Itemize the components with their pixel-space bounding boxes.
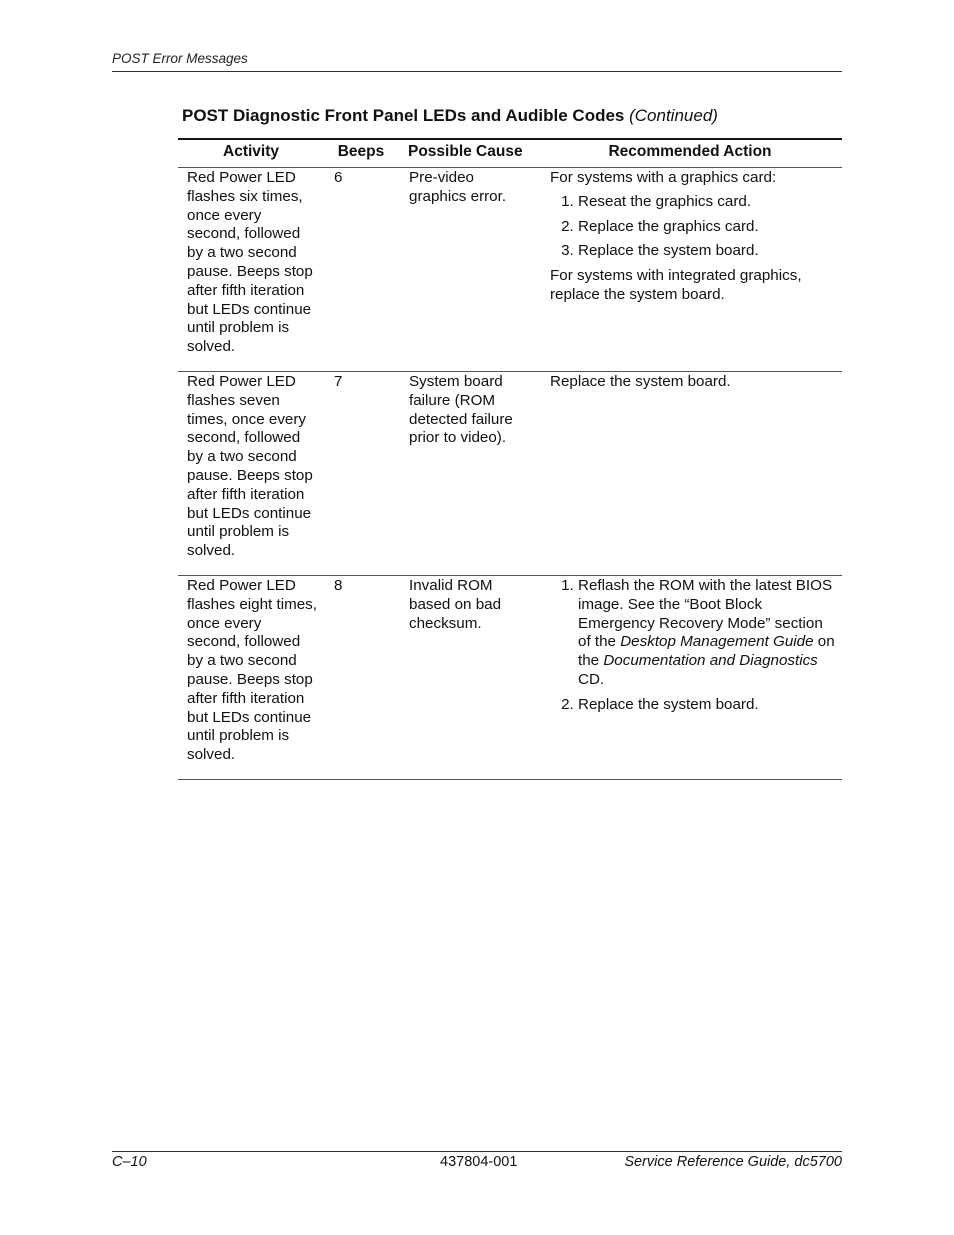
column-header-cause: Possible Cause [398, 139, 538, 168]
page-number: C–10 [112, 1154, 147, 1170]
post-diagnostic-table [178, 138, 842, 780]
action-step-text: CD. [578, 670, 605, 688]
beeps-cell: 6 [324, 168, 398, 372]
action-step-text: Reflash the ROM with the latest BIOS image. See the “Boot Block Emergency Recovery Mode” section of the [578, 576, 833, 651]
action-steps [550, 577, 836, 715]
cause-cell: Invalid ROM based on bad checksum. [398, 575, 538, 779]
table-row [178, 371, 842, 575]
action-steps [550, 193, 836, 261]
table-title-text: POST Diagnostic Front Panel LEDs and Audible Codes [182, 106, 625, 125]
activity-cell: Red Power LED flashes seven times, once every second, followed by a two second pause. Beeps stop after fifth iteration but LEDs continue until problem is solved. [178, 371, 324, 575]
activity-cell: Red Power LED flashes six times, once every second, followed by a two second pause. Beeps stop after fifth iteration but LEDs continue until problem is solved. [178, 168, 324, 372]
header-rule [112, 71, 842, 72]
beeps-cell: 8 [324, 575, 398, 779]
table-title-continued: (Continued) [629, 106, 718, 125]
action-cell [538, 168, 842, 372]
action-step [578, 577, 836, 690]
footer-rule [112, 1151, 842, 1152]
guide-name: Service Reference Guide, dc5700 [624, 1154, 842, 1170]
action-intro: For systems with a graphics card: [550, 169, 777, 186]
table-row [178, 168, 842, 372]
action-cell: Replace the system board. [538, 371, 842, 575]
action-step: 2. Replace the system board. [578, 696, 836, 715]
beeps-cell: 7 [324, 371, 398, 575]
running-header: POST Error Messages [112, 51, 248, 66]
action-step: 2. Replace the graphics card. [578, 218, 836, 237]
table-header-row [178, 139, 842, 168]
guide-title-italic: Desktop Management Guide [620, 633, 814, 651]
activity-cell: Red Power LED flashes eight times, once every second, followed by a two second pause. Beeps stop after fifth iteration but LEDs continue until problem is solved. [178, 575, 324, 779]
action-cell [538, 575, 842, 779]
column-header-action: Recommended Action [538, 139, 842, 168]
action-step: 1. Reseat the graphics card. [578, 193, 836, 212]
cd-title-italic: Documentation and Diagnostics [603, 652, 818, 670]
cause-cell: Pre-video graphics error. [398, 168, 538, 372]
document-number: 437804-001 [440, 1154, 518, 1170]
action-outro: For systems with integrated graphics, replace the system board. [550, 267, 802, 303]
table-title [182, 106, 718, 126]
action-step: 3. Replace the system board. [578, 242, 836, 261]
action-step-text: on the [578, 633, 835, 670]
column-header-beeps: Beeps [324, 139, 398, 168]
cause-cell: System board failure (ROM detected failure prior to video). [398, 371, 538, 575]
table-row [178, 575, 842, 779]
column-header-activity: Activity [178, 139, 324, 168]
